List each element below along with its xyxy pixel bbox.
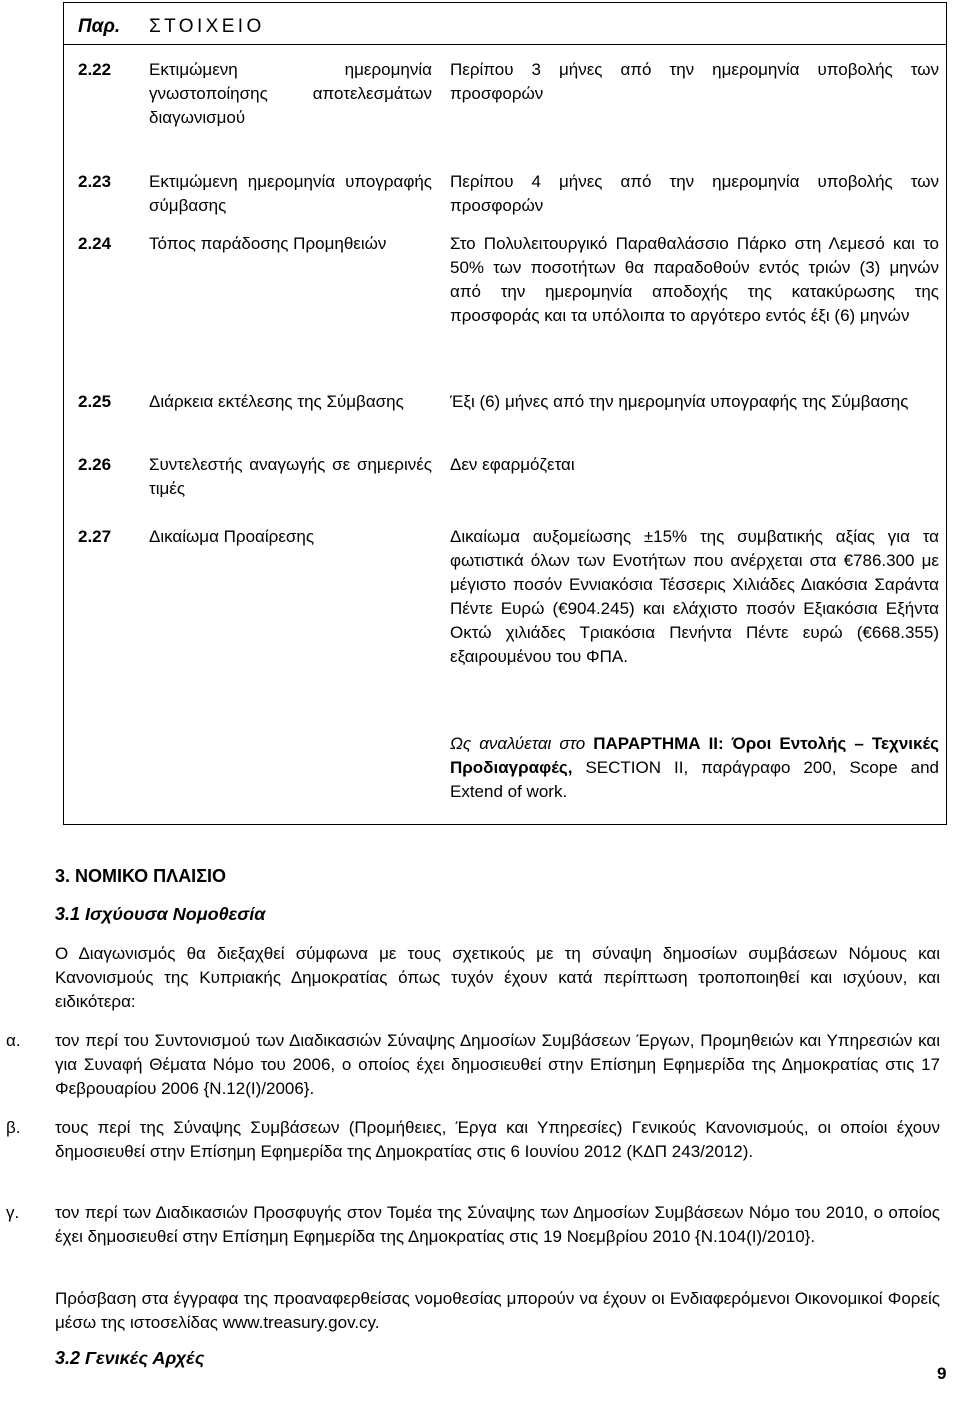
row-label: Δικαίωμα Προαίρεσης [149, 527, 315, 546]
access-paragraph: Πρόσβαση στα έγγραφα της προαναφερθείσας νομοθεσίας μπορούν να έχουν οι Ενδιαφερόμενοι Οικονομικοί Φορείς μέσω της ιστοσελίδας www.treasury.gov.cy. [55, 1289, 940, 1332]
row-value: Στο Πολυλειτουργικό Παραθαλάσσιο Πάρκο στη Λεμεσό και το 50% των ποσοτήτων θα παραδοθούν εντός τριών (3) μηνών από την ημερομηνία αποδοχής της κατακύρωσης της προσφοράς και τα υπόλοιπα το αργότερο εντός έξι (6) μηνών [450, 234, 939, 325]
reference-prefix: Ως αναλύεται στο [450, 734, 586, 753]
table-header-title: ΣΤΟΙΧΕΙΟ [149, 16, 265, 37]
row-value: Περίπου 4 μήνες από την ημερομηνία υποβολής των προσφορών [450, 172, 939, 215]
reference-annex: ΠΑΡΑΡΤΗΜΑ ΙΙ: Όροι Εντολής – Τεχνικές Προδιαγραφές, [450, 734, 939, 777]
page-number: 9 [937, 1364, 947, 1383]
particulars-table [63, 2, 947, 825]
row-number: 2.27 [78, 527, 112, 546]
row-number: 2.26 [78, 455, 112, 474]
row-label: Εκτιμώμενη ημερομηνία γνωστοποίησης αποτελεσμάτων διαγωνισμού [149, 60, 432, 127]
annex-reference [450, 732, 939, 804]
legislation-intro: Ο Διαγωνισμός θα διεξαχθεί σύμφωνα με τους σχετικούς με τη σύναψη δημοσίων συμβάσεων Νόμους και Κανονισμούς της Κυπριακής Δημοκρατίας όπως τυχόν έχουν κατά περίπτωση τροποποιηθεί και ισχύουν, και ειδικότερα: [55, 944, 940, 1011]
row-value: Δεν εφαρμόζεται [450, 455, 575, 474]
row-number: 2.23 [78, 172, 112, 191]
row-number: 2.24 [78, 234, 112, 253]
header-divider [64, 44, 946, 45]
reference-suffix: SECTION II, παράγραφο 200, Scope and Extend of work. [450, 758, 939, 801]
item-marker: β. [6, 1118, 21, 1137]
row-number: 2.22 [78, 60, 112, 79]
item-marker: γ. [6, 1203, 20, 1222]
row-label: Συντελεστής αναγωγής σε σημερινές τιμές [149, 455, 432, 498]
section-3-1-title: 3.1 Ισχύουσα Νομοθεσία [55, 904, 266, 924]
row-value: Δικαίωμα αυξομείωσης ±15% της συμβατικής αξίας για τα φωτιστικά όλων των Ενοτήτων που ανέρχεται στα €786.300 με μέγιστο ποσόν Εννιακόσια Τέσσερις Χιλιάδες Διακόσια Σαράντα Πέντε Ευρώ (€904.245) και ελάχιστο ποσόν Εξιακόσια Εξήντα Οκτώ χιλιάδες Τριακόσια Πενήντα Πέντε ευρώ (€668.355) εξαιρουμένου του ΦΠΑ. [450, 527, 939, 666]
row-label: Εκτιμώμενη ημερομηνία υπογραφής σύμβασης [149, 172, 432, 215]
row-label: Διάρκεια εκτέλεσης της Σύμβασης [149, 392, 404, 411]
legislation-item: τον περί των Διαδικασιών Προσφυγής στον Τομέα της Σύναψης των Δημοσίων Συμβάσεων Νόμο του 2010, ο οποίος έχει δημοσιευθεί στην Επίσημη Εφημερίδα της Δημοκρατίας στις 19 Νοεμβρίου 2010 {Ν.104(Ι)/2010}. [55, 1203, 940, 1246]
row-number: 2.25 [78, 392, 112, 411]
section-3-2-title: 3.2 Γενικές Αρχές [55, 1348, 205, 1368]
table-header-par: Παρ. [78, 16, 121, 37]
item-marker: α. [6, 1031, 21, 1050]
row-label: Τόπος παράδοσης Προμηθειών [149, 234, 387, 253]
legislation-item: τον περί του Συντονισμού των Διαδικασιών Σύναψης Δημοσίων Συμβάσεων Έργων, Προμηθειών και Υπηρεσιών και για Συναφή Θέματα Νόμο του 2006, ο οποίος έχει δημοσιευθεί στην Επίσημη Εφημερίδα της Δημοκρατίας στις 17 Φεβρουαρίου 2006 {Ν.12(Ι)/2006}. [55, 1031, 940, 1098]
row-value: Έξι (6) μήνες από την ημερομηνία υπογραφής της Σύμβασης [450, 392, 909, 411]
row-value: Περίπου 3 μήνες από την ημερομηνία υποβολής των προσφορών [450, 60, 939, 103]
section-3-title: 3. ΝΟΜΙΚΟ ΠΛΑΙΣΙΟ [55, 866, 226, 886]
legislation-item: τους περί της Σύναψης Συμβάσεων (Προμήθειες, Έργα και Υπηρεσίες) Γενικούς Κανονισμούς, οι οποίοι έχουν δημοσιευθεί στην Επίσημη Εφημερίδα της Δημοκρατίας στις 6 Ιουνίου 2012 (ΚΔΠ 243/2012). [55, 1118, 940, 1161]
